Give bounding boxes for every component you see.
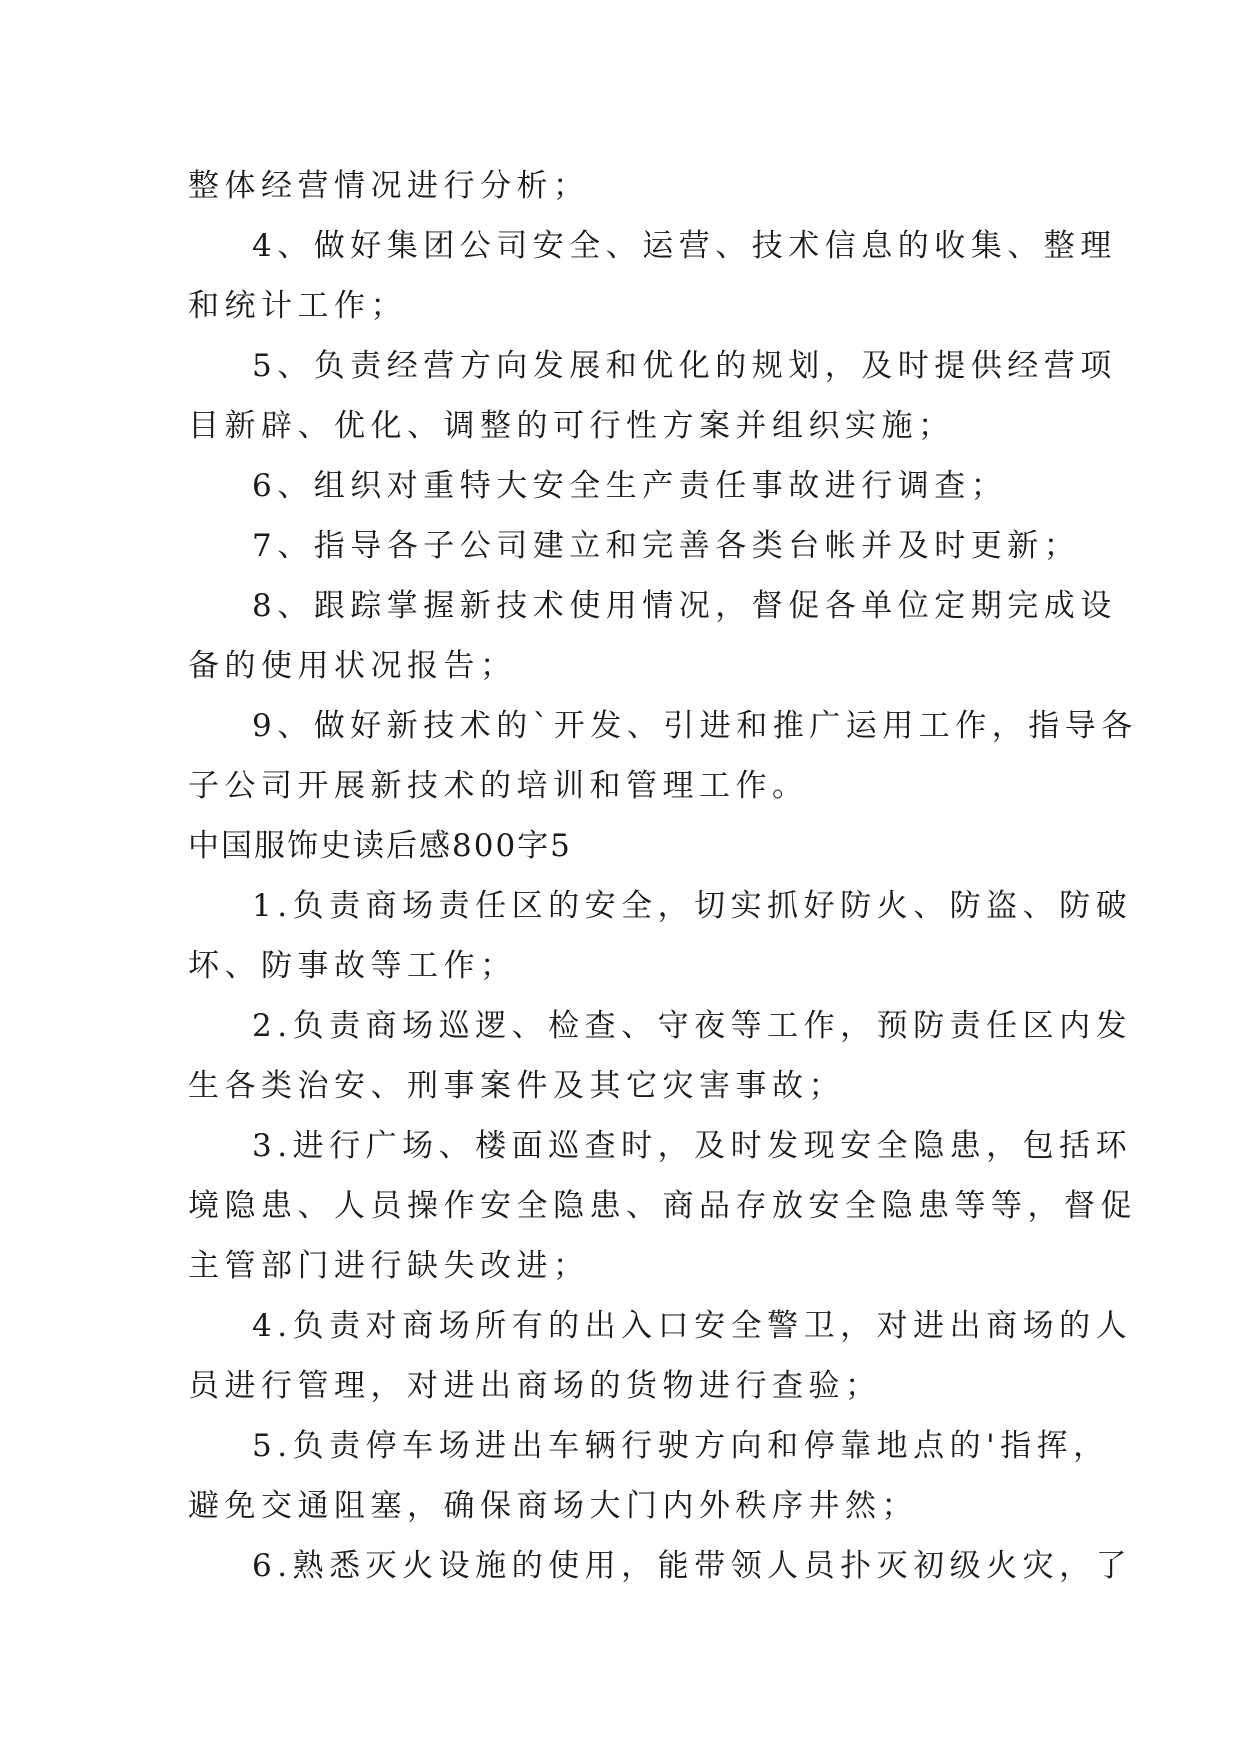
text-line: 8、跟踪掌握新技术使用情况，督促各单位定期完成设: [252, 588, 1117, 624]
text-line: 避免交通阻塞，确保商场大门内外秩序井然；: [188, 1488, 918, 1524]
text-line: 4.负责对商场所有的出入口安全警卫，对进出商场的人: [252, 1308, 1133, 1344]
text-line: 3.进行广场、楼面巡查时，及时发现安全隐患，包括环: [252, 1128, 1133, 1164]
text-line: 备的使用状况报告；: [188, 648, 517, 684]
text-line: 和统计工作；: [188, 288, 407, 324]
section-heading: 中国服饰史读后感800字5: [188, 828, 572, 864]
text-line: 员进行管理，对进出商场的货物进行查验；: [188, 1368, 882, 1404]
text-line: 坏、防事故等工作；: [188, 948, 517, 984]
text-line: 目新辟、优化、调整的可行性方案并组织实施；: [188, 408, 955, 444]
text-line: 5.负责停车场进出车辆行驶方向和停靠地点的'指挥，: [252, 1428, 1110, 1464]
document-body: [188, 156, 1138, 1596]
text-line: 4、做好集团公司安全、运营、技术信息的收集、整理: [252, 228, 1117, 264]
text-line: 5、负责经营方向发展和优化的规划，及时提供经营项: [252, 348, 1117, 384]
text-line: 6、组织对重特大安全生产责任事故进行调查；: [252, 468, 1008, 504]
text-line: 9、做好新技术的`开发、引进和推广运用工作，指导各: [252, 708, 1138, 744]
text-line: 生各类治安、刑事案件及其它灾害事故；: [188, 1068, 845, 1104]
text-line: 主管部门进行缺失改进；: [188, 1248, 590, 1284]
text-line: 7、指导各子公司建立和完善各类台帐并及时更新；: [252, 528, 1081, 564]
text-line: 2.负责商场巡逻、检查、守夜等工作，预防责任区内发: [252, 1008, 1133, 1044]
text-line: 1.负责商场责任区的安全，切实抓好防火、防盗、防破: [252, 888, 1133, 924]
text-line: 整体经营情况进行分析；: [188, 168, 590, 204]
text-line: 境隐患、人员操作安全隐患、商品存放安全隐患等等，督促: [188, 1188, 1137, 1224]
text-line: 6.熟悉灭火设施的使用，能带领人员扑灭初级火灾，了: [252, 1548, 1133, 1584]
text-line: 子公司开展新技术的培训和管理工作。: [188, 768, 809, 804]
